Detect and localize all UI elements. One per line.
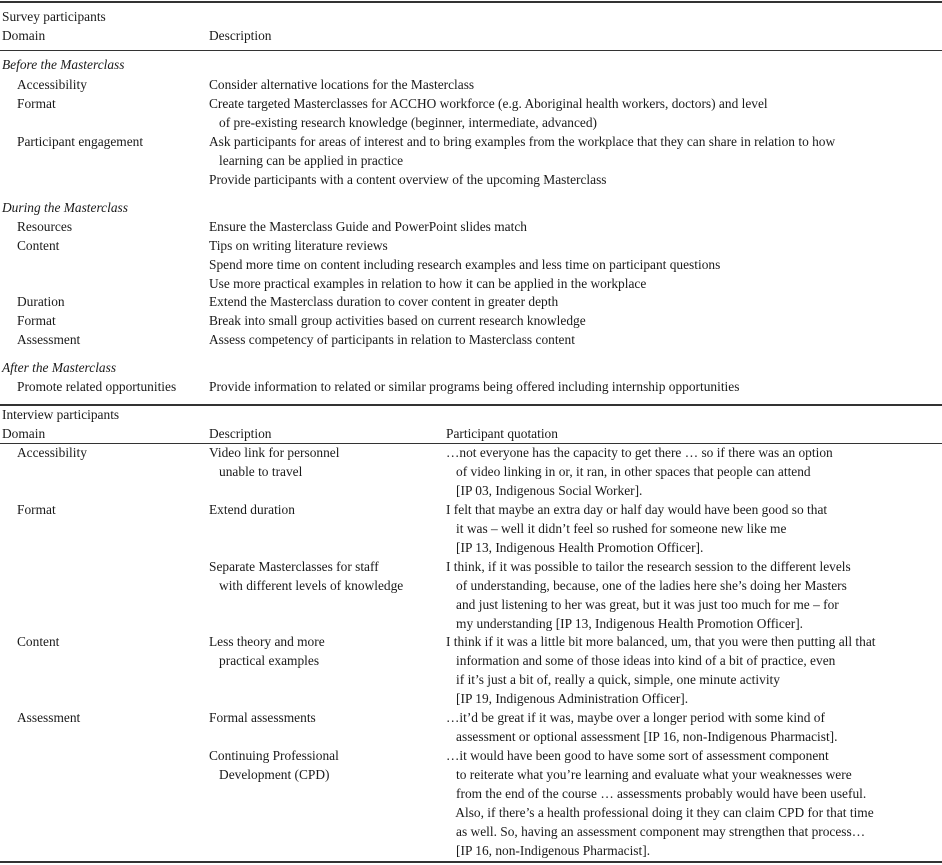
survey-caption: Survey participants: [2, 9, 106, 24]
survey-description-cell: Break into small group activities based on current research knowledge: [209, 313, 586, 328]
table-bottom-rule: [0, 861, 942, 863]
survey-description-cell: Tips on writing literature reviews: [209, 238, 388, 253]
interview-quotation-cell: …it’d be great if it was, maybe over a longer period with some kind of assessment or optional assessment [IP 16, non-Indigenous Pharmacist].: [446, 710, 838, 744]
interview-quotation-cell: …not everyone has the capacity to get there … so if there was an option of video linking in or, it ran, in other spaces that people can attend [IP 03, Indigenous Social Worker].: [446, 445, 833, 498]
survey-domain-cell: Format: [17, 96, 56, 111]
survey-description-cell: Provide participants with a content overview of the upcoming Masterclass: [209, 172, 607, 187]
survey-domain-cell: Accessibility: [17, 77, 87, 92]
survey-description-cell: Create targeted Masterclasses for ACCHO workforce (e.g. Aboriginal health workers, doctors) and level of pre-existing research knowledge (beginner, intermediate, advanced): [209, 96, 768, 130]
survey-description-cell: Extend the Masterclass duration to cover content in greater depth: [209, 294, 559, 309]
before-masterclass-heading: Before the Masterclass: [2, 57, 125, 72]
survey-domain-cell: Participant engagement: [17, 134, 144, 149]
interview-domain-cell: Assessment: [17, 710, 81, 725]
survey-description-header: Description: [209, 28, 272, 43]
survey-domain-cell: Promote related opportunities: [17, 379, 177, 394]
interview-quotation-cell: …it would have been good to have some sort of assessment component to reiterate what you’re learning and evaluate what your weaknesses were from the end of the course … assessments probably would have been useful. Also, if there’s a health professional doing it they can claim CPD for that time as well. So, having an assessment component may strengthen that process… [IP 16, non-Indigenous Pharmacist].: [446, 748, 874, 858]
interview-quotation-cell: I think, if it was possible to tailor the research session to the different levels of understanding, because, one of the ladies here she’s doing her Masters and just listening to her was great, but it was just too much for me – for my understanding [IP 13, Indigenous Health Promotion Officer].: [446, 559, 851, 631]
survey-domain-cell: Assessment: [17, 332, 81, 347]
survey-domain-cell: Resources: [17, 219, 73, 234]
interview-domain-header: Domain: [2, 426, 46, 441]
interview-description-cell: Less theory and more practical examples: [209, 634, 325, 668]
table-top-rule: [0, 1, 942, 3]
interview-domain-cell: Content: [17, 634, 60, 649]
survey-header-rule: [0, 50, 942, 51]
after-masterclass-heading: After the Masterclass: [2, 360, 117, 375]
survey-description-cell: Consider alternative locations for the Masterclass: [209, 77, 475, 92]
interview-description-cell: Separate Masterclasses for staff with different levels of knowledge: [209, 559, 404, 593]
survey-domain-cell: Duration: [17, 294, 65, 309]
interview-description-header: Description: [209, 426, 272, 441]
survey-description-cell: Provide information to related or similar programs being offered including internship opportunities: [209, 379, 740, 394]
interview-quotation-cell: I think if it was a little bit more balanced, um, that you were then putting all that information and some of those ideas into kind of a bit of practice, even if it’s just a bit of, really a quick, simple, one minute activity [IP 19, Indigenous Administration Officer].: [446, 634, 876, 706]
survey-description-cell: Assess competency of participants in relation to Masterclass content: [209, 332, 575, 347]
interview-description-cell: Video link for personnel unable to travel: [209, 445, 340, 479]
interview-domain-cell: Accessibility: [17, 445, 87, 460]
survey-domain-cell: Content: [17, 238, 60, 253]
interview-domain-cell: Format: [17, 502, 56, 517]
section-divider-rule: [0, 404, 942, 406]
interview-quotation-header: Participant quotation: [446, 426, 558, 441]
during-masterclass-heading: During the Masterclass: [2, 200, 128, 215]
survey-domain-header: Domain: [2, 28, 46, 43]
interview-caption: Interview participants: [2, 407, 120, 422]
survey-domain-cell: Format: [17, 313, 56, 328]
survey-description-cell: Spend more time on content including research examples and less time on participant questions: [209, 257, 721, 272]
interview-quotation-cell: I felt that maybe an extra day or half day would have been good so that it was – well it didn’t feel so rushed for someone new like me [IP 13, Indigenous Health Promotion Officer].: [446, 502, 828, 555]
interview-description-cell: Formal assessments: [209, 710, 316, 725]
survey-description-cell: Use more practical examples in relation to how it can be applied in the workplace: [209, 276, 647, 291]
interview-description-cell: Extend duration: [209, 502, 295, 517]
survey-description-cell: Ensure the Masterclass Guide and PowerPoint slides match: [209, 219, 527, 234]
survey-description-cell: Ask participants for areas of interest and to bring examples from the workplace that they can share in relation to how learning can be applied in practice: [209, 134, 836, 168]
interview-description-cell: Continuing Professional Development (CPD): [209, 748, 339, 782]
